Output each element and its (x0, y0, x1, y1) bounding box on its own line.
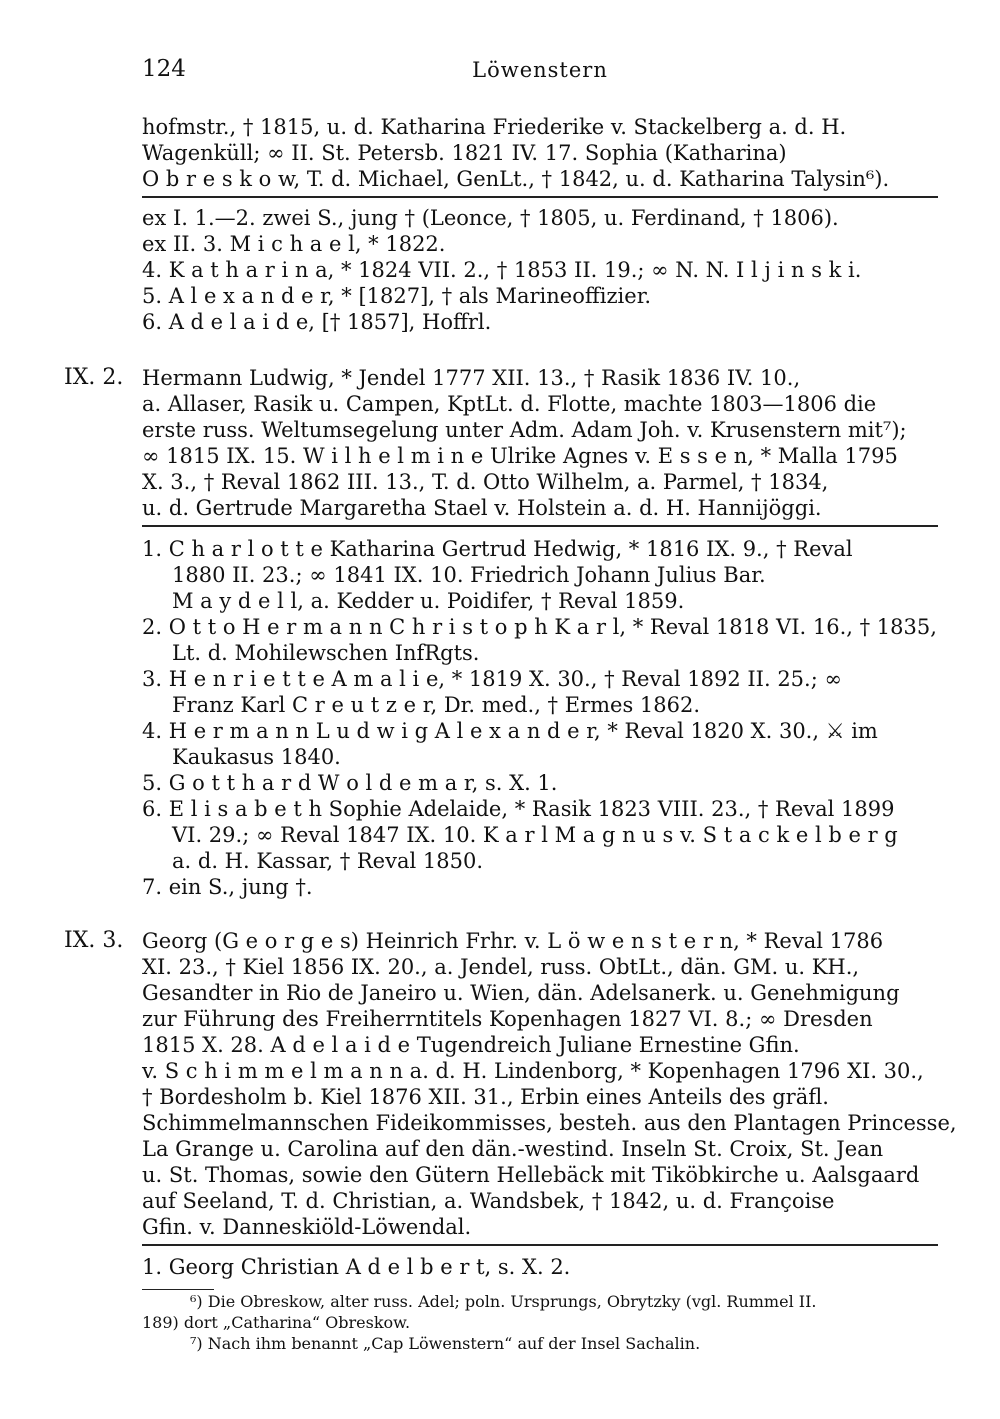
footnote: ⁷) Nach ihm benannt „Cap Löwenstern“ auf der Insel Sachalin. (190, 1334, 701, 1353)
child-line: 5. A l e x a n d e r, * [1827], † als Marineoffizier. (142, 284, 652, 308)
entry-line: u. d. Gertrude Margaretha Stael v. Holstein a. d. H. Hannijöggi. (142, 496, 822, 520)
child-line: 3. H e n r i e t t e A m a l i e, * 1819 X. 30., † Reval 1892 II. 25.; ∞ (142, 667, 842, 691)
footnote: ⁶) Die Obreskow, alter russ. Adel; poln. Ursprungs, Obrytzky (vgl. Rummel II. (190, 1292, 817, 1311)
text-line: O b r e s k o w, T. d. Michael, GenLt., † 1842, u. d. Katharina Talysin⁶). (142, 167, 890, 191)
entry-label: IX. 3. (64, 928, 124, 953)
child-line: 4. H e r m a n n L u d w i g A l e x a n d e r, * Reval 1820 X. 30., ⚔ im (142, 719, 878, 743)
text-line: hofmstr., † 1815, u. d. Katharina Friederike v. Stackelberg a. d. H. (142, 115, 847, 139)
section-rule (142, 525, 938, 527)
entry-line: Gesandter in Rio de Janeiro u. Wien, dän. Adelsanerk. u. Genehmigung (142, 981, 900, 1005)
entry-line: 1815 X. 28. A d e l a i d e Tugendreich Juliane Ernestine Gfin. (142, 1033, 800, 1057)
entry-line: Georg (G e o r g e s) Heinrich Frhr. v. L ö w e n s t e r n, * Reval 1786 (142, 929, 884, 953)
entry-line: zur Führung des Freiherrntitels Kopenhagen 1827 VI. 8.; ∞ Dresden (142, 1007, 873, 1031)
entry-line: Schimmelmannschen Fideikommisses, besteh. aus den Plantagen Princesse, (142, 1111, 957, 1135)
child-line: a. d. H. Kassar, † Reval 1850. (172, 849, 484, 873)
footnote: 189) dort „Catharina“ Obreskow. (142, 1313, 411, 1332)
child-line: 1. Georg Christian A d e l b e r t, s. X. 2. (142, 1255, 571, 1279)
entry-line: v. S c h i m m e l m a n n a. d. H. Lindenborg, * Kopenhagen 1796 XI. 30., (142, 1059, 924, 1083)
entry-line: ∞ 1815 IX. 15. W i l h e l m i n e Ulrike Agnes v. E s s e n, * Malla 1795 (142, 444, 898, 468)
child-line: VI. 29.; ∞ Reval 1847 IX. 10. K a r l M a g n u s v. S t a c k e l b e r g (172, 823, 898, 847)
child-line: ex II. 3. M i c h a e l, * 1822. (142, 232, 446, 256)
child-line: 4. K a t h a r i n a, * 1824 VII. 2., † 1853 II. 19.; ∞ N. N. I l j i n s k i. (142, 258, 862, 282)
child-line: 5. G o t t h a r d W o l d e m a r, s. X. 1. (142, 771, 558, 795)
entry-label: IX. 2. (64, 365, 124, 390)
footnote-rule (142, 1289, 214, 1290)
page-header (142, 56, 938, 90)
entry-line: La Grange u. Carolina auf den dän.-westind. Inseln St. Croix, St. Jean (142, 1137, 884, 1161)
entry-line: XI. 23., † Kiel 1856 IX. 20., a. Jendel, russ. ObtLt., dän. GM. u. KH., (142, 955, 860, 979)
child-line: 7. ein S., jung †. (142, 875, 313, 899)
child-line: ex I. 1.—2. zwei S., jung † (Leonce, † 1805, u. Ferdinand, † 1806). (142, 206, 839, 230)
child-line: 2. O t t o H e r m a n n C h r i s t o p h K a r l, * Reval 1818 VI. 16., † 1835, (142, 615, 937, 639)
text-line: Wagenküll; ∞ II. St. Petersb. 1821 IV. 17. Sophia (Katharina) (142, 141, 787, 165)
entry-line: X. 3., † Reval 1862 III. 13., T. d. Otto Wilhelm, a. Parmel, † 1834, (142, 470, 829, 494)
entry-line: † Bordesholm b. Kiel 1876 XII. 31., Erbin eines Anteils des gräfl. (142, 1085, 829, 1109)
entry-line: Gfin. v. Danneskiöld-Löwendal. (142, 1215, 472, 1239)
section-rule (142, 196, 938, 198)
entry-line: auf Seeland, T. d. Christian, a. Wandsbek, † 1842, u. d. Françoise (142, 1189, 835, 1213)
child-line: M a y d e l l, a. Kedder u. Poidifer, † Reval 1859. (172, 589, 685, 613)
child-line: 1. C h a r l o t t e Katharina Gertrud Hedwig, * 1816 IX. 9., † Reval (142, 537, 853, 561)
child-line: 6. A d e l a i d e, [† 1857], Hoffrl. (142, 310, 492, 334)
entry-line: erste russ. Weltumsegelung unter Adm. Adam Joh. v. Krusenstern mit⁷); (142, 418, 907, 442)
running-title: Löwenstern (472, 58, 608, 82)
child-line: 1880 II. 23.; ∞ 1841 IX. 10. Friedrich Johann Julius Bar. (172, 563, 766, 587)
entry-line: a. Allaser, Rasik u. Campen, KptLt. d. Flotte, machte 1803—1806 die (142, 392, 877, 416)
entry-line: Hermann Ludwig, * Jendel 1777 XII. 13., † Rasik 1836 IV. 10., (142, 366, 801, 390)
child-line: Lt. d. Mohilewschen InfRgts. (172, 641, 480, 665)
child-line: 6. E l i s a b e t h Sophie Adelaide, * Rasik 1823 VIII. 23., † Reval 1899 (142, 797, 895, 821)
child-line: Franz Karl C r e u t z e r, Dr. med., † Ermes 1862. (172, 693, 701, 717)
page-number: 124 (142, 56, 186, 82)
section-rule (142, 1244, 938, 1246)
child-line: Kaukasus 1840. (172, 745, 341, 769)
entry-line: u. St. Thomas, sowie den Gütern Hellebäck mit Tiköbkirche u. Aalsgaard (142, 1163, 920, 1187)
